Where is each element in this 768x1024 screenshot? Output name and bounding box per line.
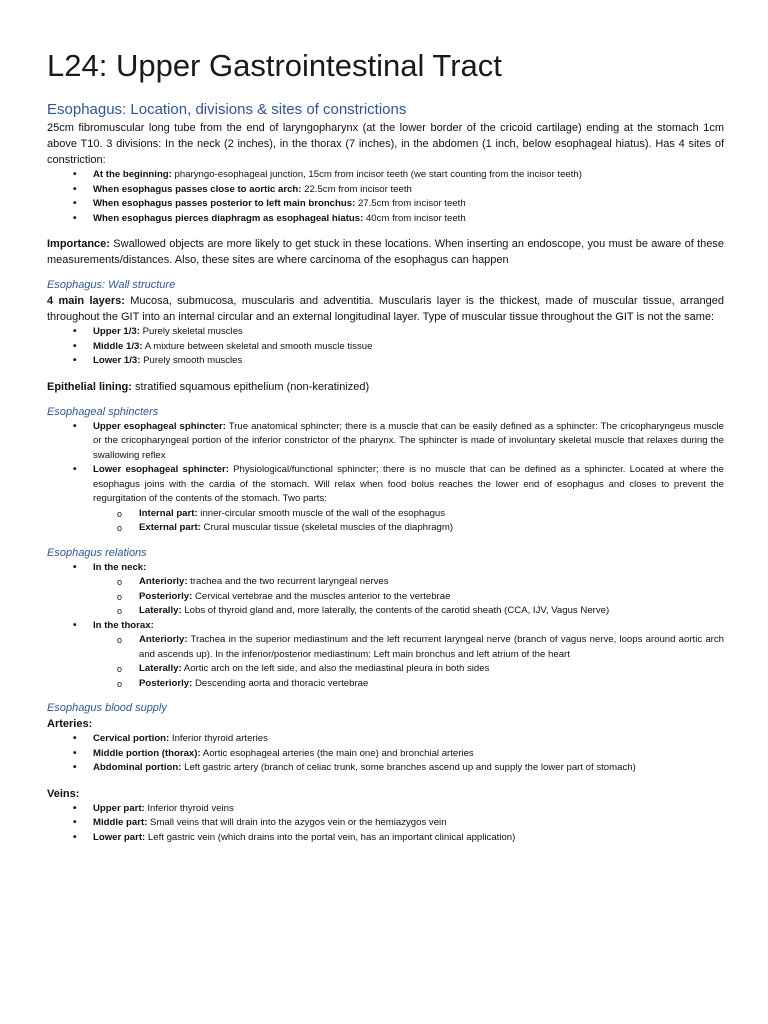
list-item: • Upper 1/3: Purely skeletal muscles: [47, 325, 724, 340]
section-heading-blood-supply: Esophagus blood supply: [47, 702, 167, 714]
hollow-bullet-icon: o: [117, 635, 123, 645]
veins-list: [47, 802, 724, 846]
list-item: • Middle 1/3: A mixture between skeletal and smooth muscle tissue: [47, 340, 724, 355]
list-item: • In the thorax: o Anteriorly: Trachea in the superior mediastinum and the left recurrent laryngeal nerve (branch of vagus nerve, loops around aortic arch and ascends up). In the inferior/posterior mediastinum: Left main bronchus and left atrium of the heart o Laterally: Aortic arch on the left side, and also the mediastinal pleura in both sides o Posteriorly: Descending aorta and thoracic vertebrae: [47, 619, 724, 692]
bullet-icon: •: [73, 831, 77, 843]
arteries-list: [47, 732, 724, 776]
bullet-icon: •: [73, 169, 77, 180]
list-item: o Anteriorly: trachea and the two recurrent laryngeal nerves: [93, 575, 724, 590]
bullet-icon: •: [73, 747, 77, 759]
section-heading-location: Esophagus: Location, divisions & sites of constrictions: [47, 101, 407, 118]
bullet-icon: •: [73, 326, 77, 337]
list-item: o Laterally: Lobs of thyroid gland and, more laterally, the contents of the carotid sheath (CCA, IJV, Vagus Nerve): [93, 604, 724, 619]
hollow-bullet-icon: o: [117, 577, 123, 587]
bullet-icon: •: [73, 355, 77, 366]
list-item: • Upper esophageal sphincter: True anatomical sphincter; there is a muscle that can be easily defined as a sphincter: The cricopharyngeus muscle or the cricopharyngeal portion of the inferior constrictor of the pharynx. The sphincter is made of involuntary skeletal muscle that relaxes during the swallowing reflex: [73, 420, 724, 461]
location-intro: 25cm fibromuscular long tube from the end of laryngopharynx (at the lower border of the cricoid cartilage) ending at the stomach 1cm above T10. 3 divisions: In the neck (2 inches), in the thorax (7 inches), in the abdomen (1 inch, below esophageal hiatus). Has 4 sites of constriction:: [47, 122, 724, 166]
bullet-icon: •: [73, 733, 77, 744]
list-item: • When esophagus passes posterior to left main bronchus: 27.5cm from incisor teeth: [47, 197, 724, 212]
bullet-icon: •: [73, 561, 77, 573]
list-item: • Abdominal portion: Left gastric artery (branch of celiac trunk, some branches ascend up and supply the lower part of stomach): [47, 761, 724, 776]
list-item: • Cervical portion: Inferior thyroid arteries: [47, 732, 724, 747]
list-item: • Lower esophageal sphincter: Physiological/functional sphincter; there is no muscle that can be defined as a sphincter. Located at where the esophagus joins with the cardia of the stomach. Will relax when food bolus reaches the lower end of esophagus and closes to prevent the regurgitation of the contents of the stomach. Two parts: o Internal part: inner-circular smooth muscle of the wall of the esophagus o External part: Crural muscular tissue (skeletal muscles of the diaphragm): [47, 463, 724, 536]
list-item: • Middle part: Small veins that will drain into the azygos vein or the hemiazygos vein: [47, 816, 724, 831]
bullet-icon: •: [73, 183, 77, 195]
bullet-icon: •: [73, 464, 77, 475]
bullet-icon: •: [73, 420, 77, 432]
list-item: o Anteriorly: Trachea in the superior mediastinum and the left recurrent laryngeal nerve (branch of vagus nerve, loops around aortic arch and ascends up). In the inferior/posterior mediastinum: Left main bronchus and left atrium of the heart: [117, 634, 724, 660]
sphincter-parts-list: [93, 507, 724, 536]
section-heading-sphincters: Esophageal sphincters: [47, 405, 159, 418]
list-item: o External part: Crural muscular tissue (skeletal muscles of the diaphragm): [93, 521, 724, 536]
list-item: • Lower part: Left gastric vein (which drains into the portal vein, has an important clinical application): [47, 831, 724, 846]
relations-list: [47, 561, 724, 692]
bullet-icon: •: [73, 762, 77, 773]
list-item: • Middle portion (thorax): Aortic esophageal arteries (the main one) and bronchial arteries: [47, 747, 724, 762]
hollow-bullet-icon: o: [117, 606, 123, 616]
list-item: • Lower 1/3: Purely smooth muscles: [47, 354, 724, 369]
veins-label: Veins:: [47, 787, 80, 800]
muscle-list: [47, 325, 724, 369]
layers-paragraph: 4 main layers: Mucosa, submucosa, muscularis and adventitia. Muscularis layer is the thickest, made of muscular tissue, arranged throughout the GIT into an internal circular and an external longitudinal layer. Type of muscular tissue throughout the GIT is not the same:: [47, 295, 725, 323]
page-title: L24: Upper Gastrointestinal Tract: [47, 48, 502, 83]
list-item: • When esophagus passes close to aortic arch: 22.5cm from incisor teeth: [47, 183, 724, 198]
arteries-label: Arteries:: [47, 718, 93, 730]
hollow-bullet-icon: o: [117, 664, 123, 674]
list-item: • When esophagus pierces diaphragm as esophageal hiatus: 40cm from incisor teeth: [47, 212, 724, 227]
bullet-icon: •: [73, 212, 77, 224]
list-item: o Posteriorly: Cervical vertebrae and the muscles anterior to the vertebrae: [93, 590, 724, 605]
list-item: o Laterally: Aortic arch on the left side, and also the mediastinal pleura in both sides: [93, 662, 724, 677]
lining-paragraph: Epithelial lining: stratified squamous epithelium (non-keratinized): [47, 380, 370, 393]
hollow-bullet-icon: o: [117, 591, 123, 602]
bullet-icon: •: [73, 817, 77, 828]
section-heading-wall: Esophagus: Wall structure: [47, 279, 176, 291]
constriction-list: [47, 168, 724, 226]
bullet-icon: •: [73, 198, 77, 209]
hollow-bullet-icon: o: [117, 508, 123, 519]
list-item: • In the neck: o Anteriorly: trachea and the two recurrent laryngeal nerves o Posteriorly: Cervical vertebrae and the muscles anterior to the vertebrae o Laterally: Lobs of thyroid gland and, more laterally, the contents of the carotid sheath (CCA, IJV, Vagus Nerve): [47, 561, 724, 619]
list-item: • At the beginning: pharyngo-esophageal junction, 15cm from incisor teeth (we start counting from the incisor teeth): [47, 168, 724, 183]
list-item: o Internal part: inner-circular smooth muscle of the wall of the esophagus: [93, 507, 724, 522]
thorax-relations-list: [93, 633, 724, 691]
neck-relations-list: [93, 575, 724, 619]
section-heading-relations: Esophagus relations: [47, 546, 147, 559]
list-item: • Upper part: Inferior thyroid veins: [47, 802, 724, 817]
importance-paragraph: Importance: Swallowed objects are more likely to get stuck in these locations. When inserting an endoscope, you must be aware of these measurements/distances. Also, these sites are where carcinoma of the esophagus can happen: [47, 238, 724, 266]
list-item: o Posteriorly: Descending aorta and thoracic vertebrae: [93, 677, 724, 692]
bullet-icon: •: [73, 340, 77, 352]
sphincter-list: [47, 420, 724, 536]
document-body: [47, 100, 724, 845]
hollow-bullet-icon: o: [117, 678, 123, 689]
hollow-bullet-icon: o: [117, 523, 123, 533]
bullet-icon: •: [73, 619, 77, 631]
bullet-icon: •: [73, 802, 77, 814]
